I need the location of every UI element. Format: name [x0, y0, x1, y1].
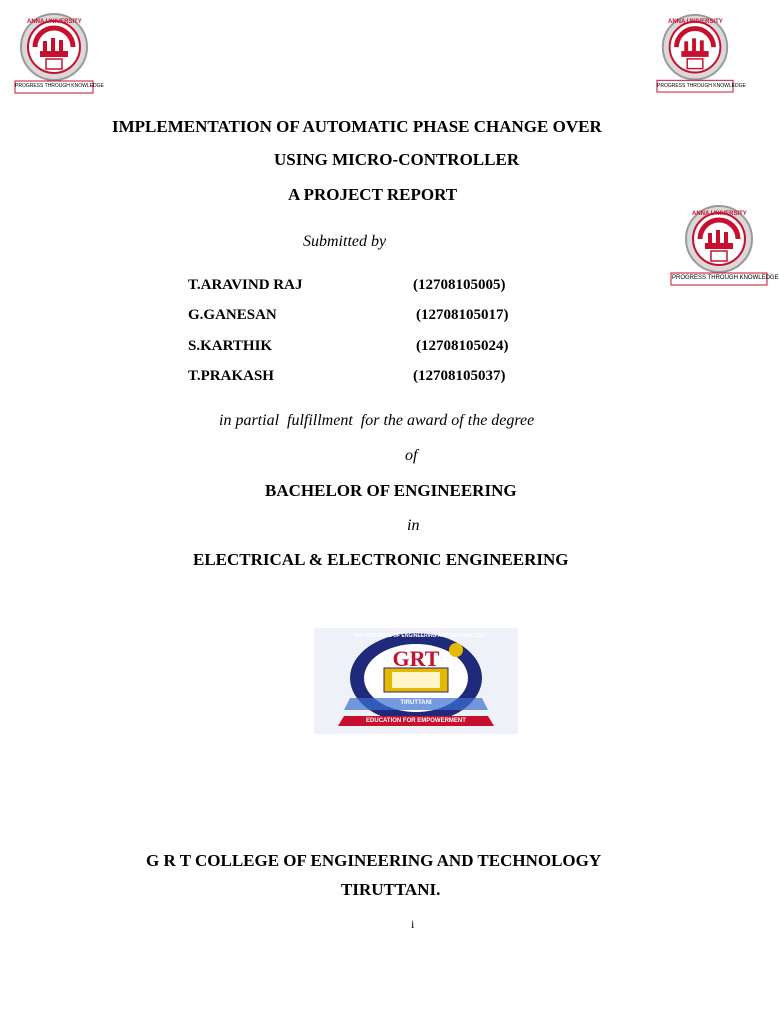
report-title-line-1: IMPLEMENTATION OF AUTOMATIC PHASE CHANGE OVER [112, 117, 602, 136]
grt-logo-initials: GRT [392, 646, 440, 671]
anna-university-logo-middle-right [670, 203, 779, 287]
anna-logo-arc-text: ANNA UNIVERSITY [668, 19, 723, 25]
grt-logo-motto: EDUCATION FOR EMPOWERMENT [366, 718, 466, 724]
grt-college-logo [314, 628, 518, 734]
submitted-by-label: Submitted by [303, 233, 387, 250]
member-register-number: (12708105017) [416, 307, 509, 323]
degree-name: BACHELOR OF ENGINEERING [265, 481, 517, 500]
branch-name: ELECTRICAL & ELECTRONIC ENGINEERING [193, 550, 569, 569]
report-title-line-2: USING MICRO-CONTROLLER [274, 150, 520, 169]
page-number: i [411, 917, 415, 931]
member-name: G.GANESAN [188, 307, 277, 323]
in-word: in [407, 517, 420, 534]
anna-university-logo-top-left [13, 11, 104, 95]
college-name: G R T COLLEGE OF ENGINEERING AND TECHNOLOGY [146, 851, 602, 870]
grt-logo-place: TIRUTTANI [400, 700, 432, 706]
member-register-number: (12708105037) [413, 368, 506, 384]
fulfillment-statement: in partial fulfillment for the award of the degree [219, 412, 535, 429]
anna-logo-motto: PROGRESS THROUGH KNOWLEDGE [15, 83, 104, 89]
member-name: T.PRAKASH [188, 368, 274, 384]
report-subtitle: A PROJECT REPORT [288, 185, 458, 204]
college-city: TIRUTTANI. [341, 880, 441, 899]
of-word: of [405, 447, 418, 464]
member-name: S.KARTHIK [188, 338, 273, 354]
anna-university-logo-top-right [655, 11, 746, 95]
anna-logo-motto: PROGRESS THROUGH KNOWLEDGE [657, 83, 746, 89]
grt-logo-arc-text: GRT INSTITUTE OF ENGINEERING AND TECHNOLOGY [354, 633, 486, 639]
anna-logo-motto: PROGRESS THROUGH KNOWLEDGE [672, 275, 779, 281]
anna-logo-arc-text: ANNA UNIVERSITY [27, 19, 82, 25]
member-register-number: (12708105024) [416, 338, 509, 354]
member-register-number: (12708105005) [413, 277, 506, 293]
anna-logo-arc-text: ANNA UNIVERSITY [692, 211, 747, 217]
member-name: T.ARAVIND RAJ [188, 277, 303, 293]
